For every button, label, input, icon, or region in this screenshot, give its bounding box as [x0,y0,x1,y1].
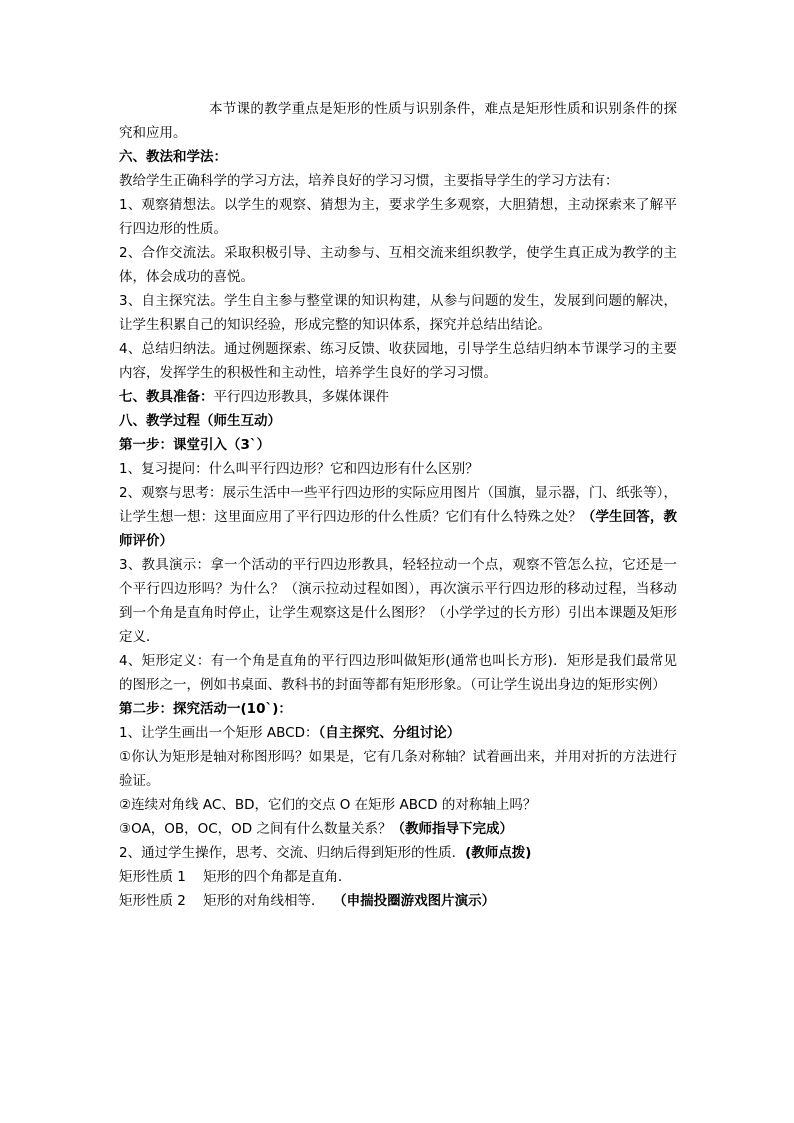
section-heading-methods: 六、教法和学法： [119,149,227,165]
step-one-item-1: 1、复习提问：什么叫平行四边形？它和四边形有什么区别？ [119,461,479,477]
step-two-question-3 [119,817,677,841]
section-teaching-aids [119,385,677,409]
step-two-item-1-text: 1、让学生画出一个矩形 ABCD： [119,725,319,741]
step-one-item-2 [119,481,677,553]
step-two-item-1-note: （自主探究、分组讨论） [318,725,461,741]
step-two-question-1: ①你认为矩形是轴对称图形吗？如果是，它有几条对称轴？试着画出来，并用对折的方法进行验证。 [119,749,677,789]
key-points-paragraph: 本节课的教学重点是矩形的性质与识别条件，难点是矩形性质和识别条件的探究和应用。 [119,101,677,141]
step-two-heading: 第二步：探究活动一(10`)： [119,701,292,717]
method-observation: 1、观察猜想法。以学生的观察、猜想为主，要求学生多观察，大胆猜想，主动探索来了解平行四边形的性质。 [119,197,677,237]
property-2-text: 矩形的对角线相等． [203,893,325,909]
step-one-item-2-note: （学生回答，教师评价） [119,509,678,549]
method-inquiry: 3、自主探究法。学生自主参与整堂课的知识构建，从参与问题的发生，发展到问题的解决，让学生积累自己的知识经验，形成完整的知识体系，探究并总结出结论。 [119,293,677,333]
step-two-item-2 [119,841,677,865]
rectangle-property-1 [119,865,677,889]
step-two-question-3-text: ③OA，OB，OC，OD 之间有什么数量关系？ [119,821,392,837]
step-two-item-2-note: (教师点拨) [465,845,532,861]
step-one-heading: 第一步：课堂引入（3`） [119,437,271,453]
property-2-note: （申揣投圈游戏图片演示） [333,893,496,909]
teaching-aids-text: 平行四边形教具，多媒体课件 [213,389,389,405]
property-2-label: 矩形性质 2 [119,893,186,909]
step-two-item-2-text: 2、通过学生操作，思考、交流、归纳后得到矩形的性质． [119,845,466,861]
property-1-label: 矩形性质 1 [119,869,186,885]
rectangle-property-2 [119,889,677,913]
step-two-question-3-note: （教师指导下完成） [391,821,513,837]
property-1-text: 矩形的四个角都是直角． [203,869,352,885]
step-one-item-3: 3、教具演示：拿一个活动的平行四边形教具，轻轻拉动一个点，观察不管怎么拉，它还是一个平行四边形吗？为什么？（演示拉动过程如图），再次演示平行四边形的移动过程，当移动到一个角是直角时停止，让学生观察这是什么图形？（小学学过的长方形）引出本课题及矩形定义． [119,557,677,645]
document-body [119,97,677,913]
method-summary: 4、总结归纳法。通过例题探索、练习反馈、收获园地，引导学生总结归纳本节课学习的主要内容，发挥学生的积极性和主动性，培养学生良好的学习习惯。 [119,341,677,381]
step-one-item-4: 4、矩形定义：有一个角是直角的平行四边形叫做矩形(通常也叫长方形)．矩形是我们最常见的图形之一，例如书桌面、教科书的封面等都有矩形形象。（可让学生说出身边的矩形实例） [119,653,677,693]
method-cooperation: 2、合作交流法。采取积极引导、主动参与、互相交流来组织教学，使学生真正成为教学的主体，体会成功的喜悦。 [119,245,677,285]
step-two-item-1 [119,721,677,745]
section-heading-process: 八、教学过程（师生互动） [119,413,281,429]
methods-intro: 教给学生正确科学的学习方法，培养良好的学习习惯，主要指导学生的学习方法有： [119,173,619,189]
teaching-aids-label: 七、教具准备： [119,389,214,405]
step-two-question-2: ②连续对角线 AC、BD，它们的交点 O 在矩形 ABCD 的对称轴上吗？ [119,797,537,813]
step-one-item-2-text: 2、观察与思考：展示生活中一些平行四边形的实际应用图片（国旗，显示器，门、纸张等），让学生想一想：这里面应用了平行四边形的什么性质？它们有什么特殊之处？ [119,485,677,525]
